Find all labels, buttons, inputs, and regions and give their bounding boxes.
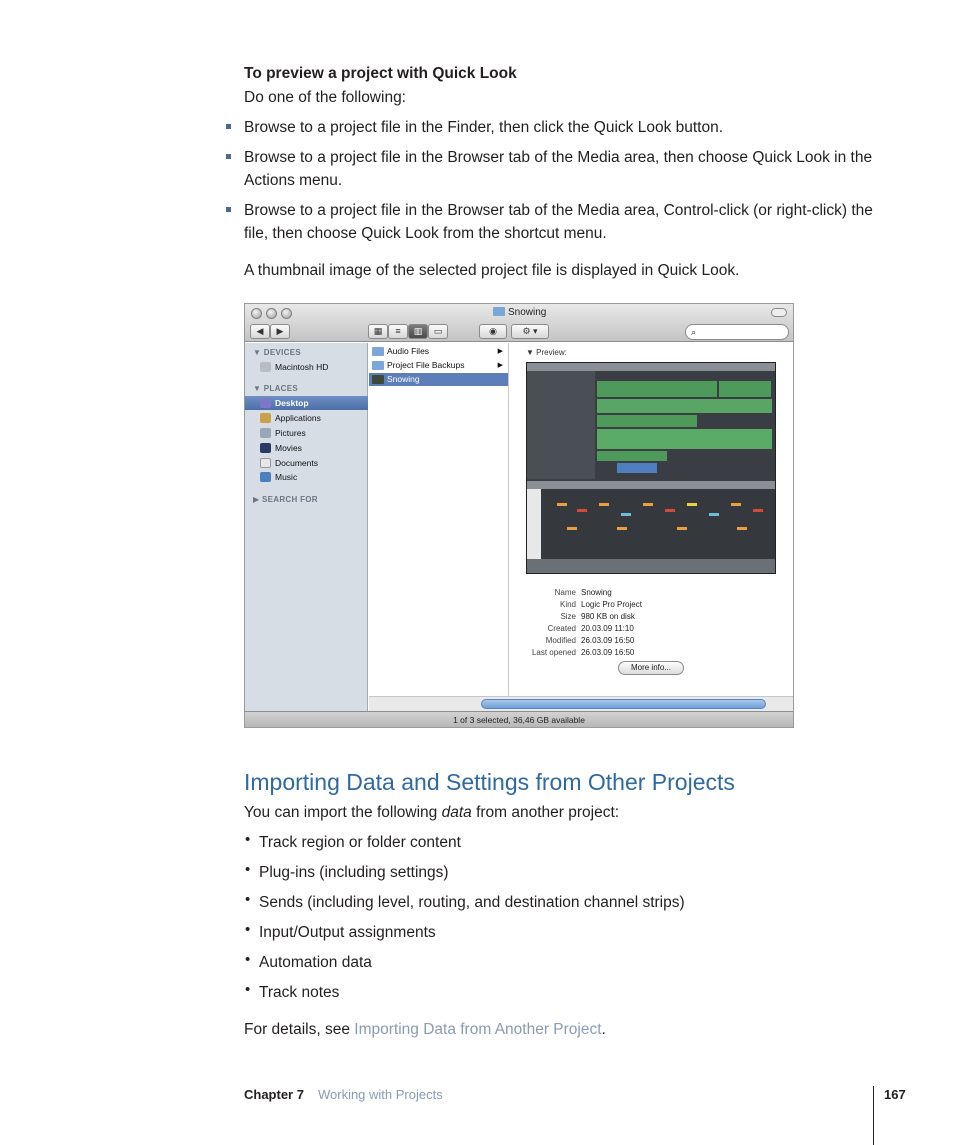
preview-label: ▼ Preview: <box>526 348 567 357</box>
list-item: Input/Output assignments <box>259 924 436 941</box>
list-item: Plug-ins (including settings) <box>259 864 449 881</box>
square-bullet-icon <box>226 154 231 159</box>
finder-column <box>369 343 509 711</box>
finder-status-bar: 1 of 3 selected, 36,46 GB available <box>245 711 793 728</box>
sidebar-item-label: Documents <box>275 458 318 468</box>
folder-icon <box>372 347 384 356</box>
zoom-window-icon[interactable] <box>281 308 292 319</box>
procedure-result: A thumbnail image of the selected project file is displayed in Quick Look. <box>244 262 740 279</box>
quick-look-eye-icon[interactable]: ◉ <box>479 324 507 339</box>
list-item: Track notes <box>259 984 340 1001</box>
meta-value: 20.03.09 11:10 <box>581 624 634 633</box>
bullet-dot-icon: • <box>245 921 251 938</box>
meta-key: Kind <box>559 600 576 609</box>
meta-key: Last opened <box>531 648 576 657</box>
meta-value: 26.03.09 16:50 <box>581 648 635 657</box>
documents-icon <box>260 458 271 468</box>
finder-titlebar <box>245 304 793 342</box>
meta-key: Size <box>560 612 576 621</box>
window-title <box>493 307 546 318</box>
page-number: 167 <box>884 1087 906 1102</box>
sidebar-item-movies[interactable] <box>245 441 368 455</box>
bullet-dot-icon: • <box>245 951 251 968</box>
section-title: Importing Data and Settings from Other Projects <box>244 769 735 795</box>
column-view-icon[interactable]: ▥ <box>408 324 428 339</box>
column-item-label: Project File Backups <box>387 360 465 370</box>
list-item: Track region or folder content <box>259 834 461 851</box>
meta-key: Created <box>547 624 576 633</box>
section-intro <box>244 801 619 824</box>
logic-project-icon <box>372 375 384 384</box>
chapter-number: Chapter 7 <box>244 1087 304 1102</box>
folder-icon <box>493 307 505 316</box>
finder-window <box>244 303 794 728</box>
meta-value: 26.03.09 16:50 <box>581 636 635 645</box>
column-item-snowing[interactable] <box>369 373 508 386</box>
meta-key: Modified <box>545 636 576 645</box>
sidebar-item-applications[interactable] <box>245 411 368 425</box>
pictures-icon <box>260 428 271 438</box>
meta-value: Snowing <box>581 588 612 597</box>
details-paragraph <box>244 1018 606 1041</box>
sidebar-item-pictures[interactable] <box>245 426 368 440</box>
list-item: Automation data <box>259 954 372 971</box>
scrollbar-knob[interactable] <box>481 699 766 709</box>
column-item-label: Audio Files <box>387 346 430 356</box>
step-1: Browse to a project file in the Finder, then click the Quick Look button. <box>244 119 724 136</box>
sidebar-item-desktop[interactable] <box>245 396 368 410</box>
meta-value: Logic Pro Project <box>581 600 642 609</box>
horizontal-scrollbar[interactable] <box>369 696 794 711</box>
project-thumbnail[interactable] <box>526 362 776 574</box>
square-bullet-icon <box>226 207 231 212</box>
column-item-project-file-backups[interactable] <box>369 359 508 372</box>
movies-icon <box>260 443 271 453</box>
sidebar-item-music[interactable] <box>245 470 368 484</box>
toolbar-toggle-icon[interactable] <box>771 308 787 317</box>
sidebar-item-macintosh-hd[interactable] <box>245 360 368 374</box>
search-input[interactable] <box>685 324 789 340</box>
places-header: ▼ PLACES <box>253 384 298 393</box>
meta-value: 980 KB on disk <box>581 612 635 621</box>
procedure-intro: Do one of the following: <box>244 89 406 106</box>
project-thumbnail-graphic <box>527 363 775 573</box>
intro-text: from another project: <box>471 804 620 821</box>
column-item-label: Snowing <box>387 374 420 384</box>
applications-icon <box>260 413 271 423</box>
sidebar-item-label: Desktop <box>275 398 309 408</box>
more-info-button[interactable]: More info... <box>618 661 684 675</box>
action-gear-icon[interactable]: ⚙ ▾ <box>511 324 549 339</box>
icon-view-icon[interactable]: ▦ <box>368 324 388 339</box>
hard-drive-icon <box>260 362 271 372</box>
meta-key: Name <box>554 588 576 597</box>
devices-header: ▼ DEVICES <box>253 348 301 357</box>
list-item: Sends (including level, routing, and destination channel strips) <box>259 894 685 911</box>
intro-emphasis: data <box>441 804 472 821</box>
bullet-dot-icon: • <box>245 981 251 998</box>
procedure-heading: To preview a project with Quick Look <box>244 65 517 82</box>
sidebar-item-label: Applications <box>275 413 321 423</box>
step-3: Browse to a project file in the Browser tab of the Media area, Control-click (or right-click) the file, then choose Quick Look from the shortcut menu. <box>244 202 873 242</box>
magnifier-icon: ⌕ <box>691 327 697 337</box>
desktop-icon <box>260 398 271 408</box>
sidebar-item-label: Music <box>275 472 298 482</box>
finder-sidebar <box>245 343 368 711</box>
step-2: Browse to a project file in the Browser tab of the Media area, then choose Quick Look in the Actions menu. <box>244 149 873 189</box>
forward-button[interactable]: ▶ <box>270 324 290 339</box>
footer-chapter <box>244 1087 443 1102</box>
importing-data-link[interactable]: Importing Data from Another Project <box>354 1021 602 1038</box>
square-bullet-icon <box>226 124 231 129</box>
music-note-icon <box>260 472 271 482</box>
coverflow-view-icon[interactable]: ▭ <box>428 324 448 339</box>
bullet-dot-icon: • <box>245 831 251 848</box>
close-window-icon[interactable] <box>251 308 262 319</box>
list-view-icon[interactable]: ≡ <box>388 324 408 339</box>
bullet-dot-icon: • <box>245 891 251 908</box>
minimize-window-icon[interactable] <box>266 308 277 319</box>
window-title-text: Snowing <box>508 307 547 318</box>
folder-icon <box>372 361 384 370</box>
chapter-title-link[interactable]: Working with Projects <box>317 1087 443 1102</box>
disclosure-arrow-icon: ▶ <box>497 362 503 369</box>
details-text: . <box>601 1021 606 1038</box>
disclosure-arrow-icon: ▶ <box>497 348 503 355</box>
sidebar-item-documents[interactable] <box>245 456 368 470</box>
bullet-dot-icon: • <box>245 861 251 878</box>
sidebar-item-label: Macintosh HD <box>275 362 329 372</box>
sidebar-item-label: Movies <box>275 443 302 453</box>
column-item-audio-files[interactable] <box>369 345 508 358</box>
search-for-header[interactable]: ▶ SEARCH FOR <box>253 495 318 504</box>
back-button[interactable]: ◀ <box>250 324 270 339</box>
sidebar-item-label: Pictures <box>275 428 306 438</box>
preview-column <box>510 343 794 711</box>
details-text: For details, see <box>244 1021 355 1038</box>
intro-text: You can import the following <box>244 804 442 821</box>
footer-divider <box>873 1086 874 1145</box>
